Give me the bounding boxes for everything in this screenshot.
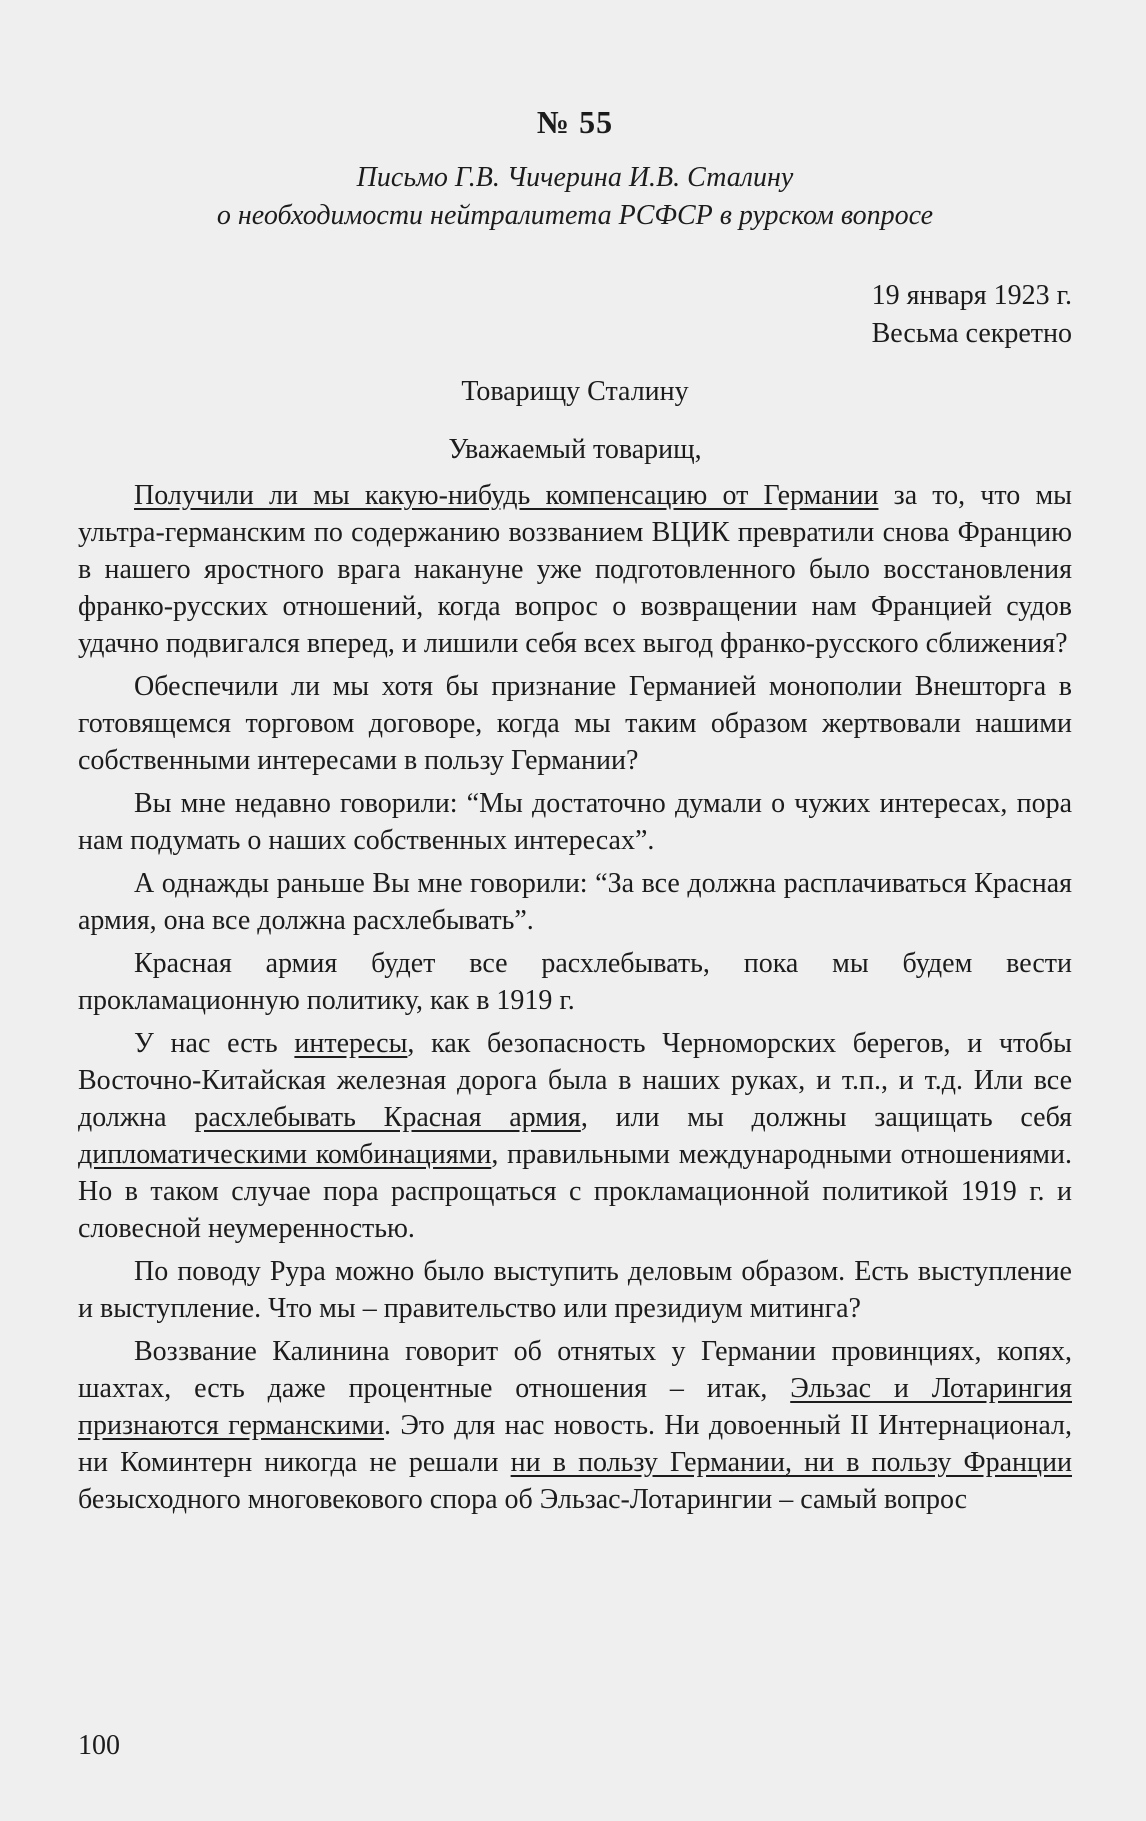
document-date: 19 января 1923 г. [871, 280, 1072, 311]
underlined-text: расхлебывать Красная армия [194, 1102, 581, 1133]
underlined-text: Получили ли мы какую-нибудь компенсацию от Германии [134, 480, 879, 511]
paragraph-6 [78, 1025, 1072, 1247]
paragraph-4: А однажды раньше Вы мне говорили: “За все должна расплачиваться Красная армия, она все должна расхлебывать”. [78, 868, 1072, 936]
paragraph-text: У нас есть [134, 1028, 295, 1059]
salutation: Уважаемый товарищ, [448, 434, 702, 465]
paragraph-5: Красная армия будет все расхлебывать, пока мы будем вести прокламационную политику, как в 1919 г. [78, 948, 1072, 1016]
paragraph-1 [78, 477, 1072, 662]
paragraph-2: Обеспечили ли мы хотя бы признание Германией монополии Внешторга в готовящемся торговом договоре, когда мы таким образом жертвовали нашими собственными интересами в пользу Германии? [78, 671, 1072, 776]
paragraph-text: безысходного многовекового спора об Эльзас-Лотарингии – самый вопрос [78, 1484, 968, 1515]
underlined-text: интересы [294, 1028, 408, 1059]
paragraph-7: По поводу Рура можно было выступить деловым образом. Есть выступление и выступление. Что мы – правительство или президиум митинга? [78, 1256, 1072, 1324]
page-number: 100 [78, 1730, 120, 1761]
paragraph-text: , или мы должны защищать себя [580, 1102, 1072, 1133]
paragraph-text: , как безопасность Черноморских берегов, и чтобы Восточно-Китайская железная дорога была в наших руках, и т.п., и т.д. Или все должна [78, 1028, 1072, 1133]
underlined-text: дипломатическими комбинациями [78, 1139, 492, 1170]
document-title-line1: Письмо Г.В. Чичерина И.В. Сталину [356, 162, 794, 193]
addressee: Товарищу Сталину [461, 376, 689, 407]
paragraph-text: Воззвание Калинина говорит об отнятых у Германии провинциях, копях, шахтах, есть даже процентные отношения – итак, [78, 1336, 1072, 1404]
paragraph-text: . Это для нас новость. Ни довоенный II Интернационал, ни Коминтерн никогда не решали [78, 1410, 1072, 1478]
underlined-text: ни в пользу Германии, ни в пользу Франции [510, 1447, 1072, 1478]
letter-body [78, 477, 1072, 1518]
paragraph-8 [78, 1333, 1072, 1518]
classification-label: Весьма секретно [871, 318, 1072, 349]
paragraph-text: , правильными международными отношениями. Но в таком случае пора распрощаться с прокламационной политикой 1919 г. и словесной неумеренностью. [78, 1139, 1072, 1244]
document-title-line2: о необходимости нейтралитета РСФСР в рурском вопросе [216, 200, 934, 231]
paragraph-3: Вы мне недавно говорили: “Мы достаточно думали о чужих интересах, пора нам подумать о наших собственных интересах”. [78, 788, 1072, 856]
document-number: № 55 [536, 104, 614, 140]
underlined-text: Эльзас и Лотарингия признаются германскими [78, 1373, 1072, 1441]
paragraph-text: за то, что мы ультра-германским по содержанию воззванием ВЦИК превратили снова Францию в нашего яростного врага накануне уже подготовленного было восстановления франко-русских отношений, когда вопрос о возвращении нам Францией судов удачно подвигался вперед, и лишили себя всех выгод франко-русского сближения? [78, 480, 1072, 659]
